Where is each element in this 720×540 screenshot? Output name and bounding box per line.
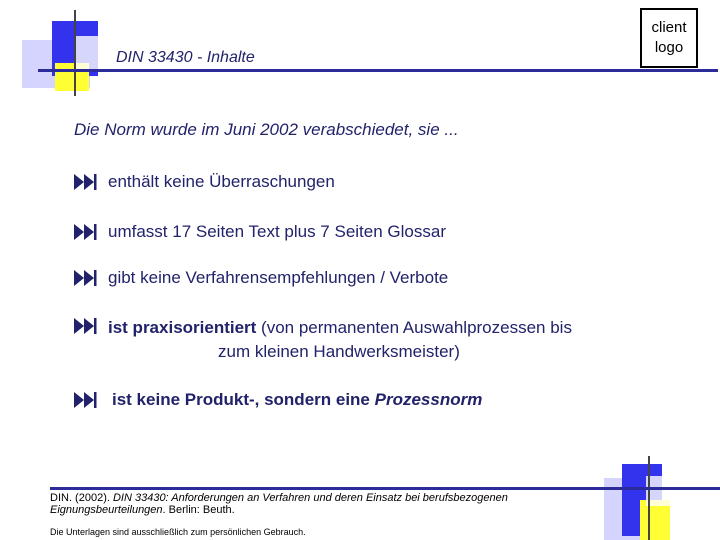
bullet-item-4 (73, 316, 572, 364)
bullet-item-3 (73, 268, 448, 288)
bullet-text-strong: ist keine Produkt-, sondern eine (112, 390, 375, 409)
logo-line-2: logo (654, 39, 684, 56)
fast-forward-icon (73, 223, 97, 241)
slide-title: DIN 33430 - Inhalte (116, 49, 255, 66)
decor-vertical-line (648, 456, 650, 540)
bullet-text (112, 390, 482, 410)
bullet-text-continued: zum kleinen Handwerksmeister) (218, 342, 460, 361)
citation-author: DIN. (2002). (50, 492, 113, 504)
fast-forward-icon (73, 391, 97, 409)
slide-subtitle: Die Norm wurde im Juni 2002 verabschiedet, sie ... (74, 120, 459, 139)
fast-forward-icon (73, 317, 97, 335)
usage-note: Die Unterlagen sind ausschließlich zum persönlichen Gebrauch. (50, 527, 306, 537)
bullet-item-2 (73, 222, 446, 242)
bullet-text: enthält keine Überraschungen (108, 172, 335, 191)
bullet-item-5 (73, 390, 482, 410)
bullet-text: gibt keine Verfahrensempfehlungen / Verbote (108, 268, 449, 287)
decor-yellow-square (640, 500, 670, 540)
logo-line-1: client (651, 19, 687, 36)
citation-title: DIN 33430: Anforderungen an Verfahren und deren Einsatz bei berufsbezogenen Eignungsbeurteilungen (50, 492, 508, 516)
decor-vertical-line (74, 10, 76, 96)
bullet-text-normal: (von permanenten Auswahlprozessen bis (256, 318, 572, 337)
decor-white-square (74, 36, 104, 70)
citation-publisher: . Berlin: Beuth. (162, 504, 235, 516)
bullet-text-strong: ist praxisorientiert (108, 318, 257, 337)
header-rule (38, 69, 718, 72)
fast-forward-icon (73, 269, 97, 287)
fast-forward-icon (73, 173, 97, 191)
bullet-text: umfasst 17 Seiten Text plus 7 Seiten Glossar (108, 222, 446, 241)
reference-citation (50, 492, 610, 516)
bullet-text (108, 316, 572, 364)
client-logo (640, 8, 698, 68)
bullet-item-1 (73, 172, 335, 192)
footer-rule (50, 487, 720, 490)
bullet-text-emphasis: Prozessnorm (374, 390, 483, 409)
